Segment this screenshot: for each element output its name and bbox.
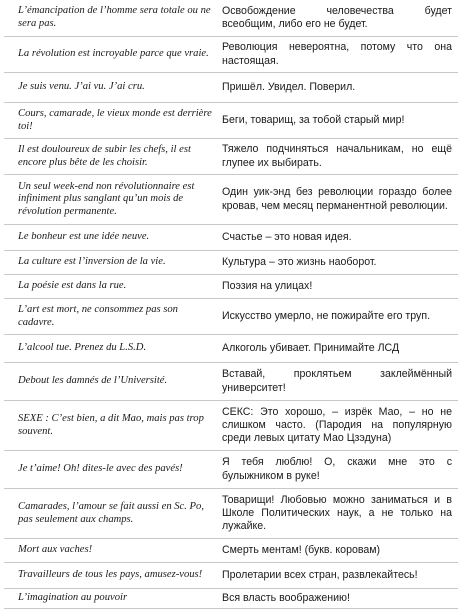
russian-translation: Искусство умерло, не пожирайте его труп.	[222, 309, 431, 322]
table-row	[4, 0, 458, 36]
russian-translation: Тяжело подчиняться начальникам, но ещё глупее их выбирать.	[222, 143, 452, 169]
french-quote: Cours, camarade, le vieux monde est derrière toi!	[18, 107, 212, 132]
russian-translation: Один уик-энд без революции гораздо более кровав, чем месяц перманентной революции.	[222, 186, 452, 212]
table-row	[4, 250, 458, 274]
table-row	[4, 488, 458, 538]
french-quote: La culture est l’inversion de la vie.	[18, 256, 166, 268]
table-row	[4, 562, 458, 588]
russian-translation: Счастье – это новая идея.	[222, 230, 352, 243]
french-quote: La poésie est dans la rue.	[18, 280, 127, 292]
table-row	[4, 362, 458, 400]
russian-translation: Революция невероятна, потому что она настоящая.	[222, 41, 452, 67]
french-quote: Un seul week-end non révolutionnaire est infiniment plus sanglant qu’un mois de révolution permanente.	[18, 180, 195, 217]
russian-translation: Я тебя люблю! О, скажи мне это с булыжником в руке!	[222, 456, 452, 482]
french-quote: Je suis venu. J’ai vu. J’ai cru.	[18, 81, 145, 93]
russian-translation: Освобождение человечества будет всеобщим, либо его не будет.	[222, 4, 452, 30]
table-row	[4, 538, 458, 562]
french-quote: L’alcool tue. Prenez du L.S.D.	[18, 342, 147, 354]
french-quote: Debout les damnés de l’Université.	[18, 375, 168, 387]
russian-translation: Беги, товарищ, за тобой старый мир!	[222, 113, 405, 126]
russian-translation: Культура – это жизнь наоборот.	[222, 255, 377, 268]
table-row	[4, 102, 458, 138]
table-row	[4, 174, 458, 224]
russian-translation: Алкоголь убивает. Принимайте ЛСД	[222, 341, 400, 354]
french-quote: La révolution est incroyable parce que vraie.	[18, 48, 209, 60]
table-bottom-rule	[4, 608, 458, 609]
french-quote: Mort aux vaches!	[18, 544, 93, 556]
french-quote: L’émancipation de l’homme sera totale ou ne sera pas.	[18, 5, 211, 29]
french-quote: Travailleurs de tous les pays, amusez-vous!	[18, 569, 203, 581]
table-row	[4, 450, 458, 488]
french-quote: Camarades, l’amour se fait aussi en Sc. Po, pas seulement aux champs.	[18, 500, 204, 525]
french-quote: L’imagination au pouvoir	[18, 592, 128, 604]
russian-translation: Смерть ментам! (букв. коровам)	[222, 543, 381, 556]
table-row	[4, 400, 458, 450]
table-row	[4, 334, 458, 362]
russian-translation: Вставай, проклятьем заклеймённый университет!	[222, 368, 452, 394]
russian-translation: Пришёл. Увидел. Поверил.	[222, 80, 356, 93]
russian-translation: Товарищи! Любовью можно заниматься и в Школе Политических наук, а не только на лужайке.	[222, 493, 452, 533]
russian-translation: Вся власть воображению!	[222, 591, 350, 604]
russian-translation: Поэзия на улицах!	[222, 279, 313, 292]
table-row	[4, 224, 458, 250]
table-row	[4, 36, 458, 72]
table-row	[4, 72, 458, 102]
russian-translation: СЕКС: Это хорошо, – изрёк Мао, – но не слишком часто. (Пародия на популярную среди левых цитату Мао Цзэдуна)	[222, 405, 452, 445]
french-quote: SEXE : C’est bien, a dit Mao, mais pas trop souvent.	[18, 412, 204, 437]
french-quote: Il est douloureux de subir les chefs, il est encore plus bête de les choisir.	[18, 143, 191, 168]
french-quote: Je t’aime! Oh! dites-le avec des pavés!	[18, 463, 183, 475]
table-row	[4, 138, 458, 174]
french-quote: Le bonheur est une idée neuve.	[18, 231, 150, 243]
russian-translation: Пролетарии всех стран, развлекайтесь!	[222, 568, 418, 581]
table-row	[4, 588, 458, 608]
french-quote: L’art est mort, ne consommez pas son cadavre.	[18, 303, 178, 328]
table-row	[4, 298, 458, 334]
table-row	[4, 274, 458, 298]
